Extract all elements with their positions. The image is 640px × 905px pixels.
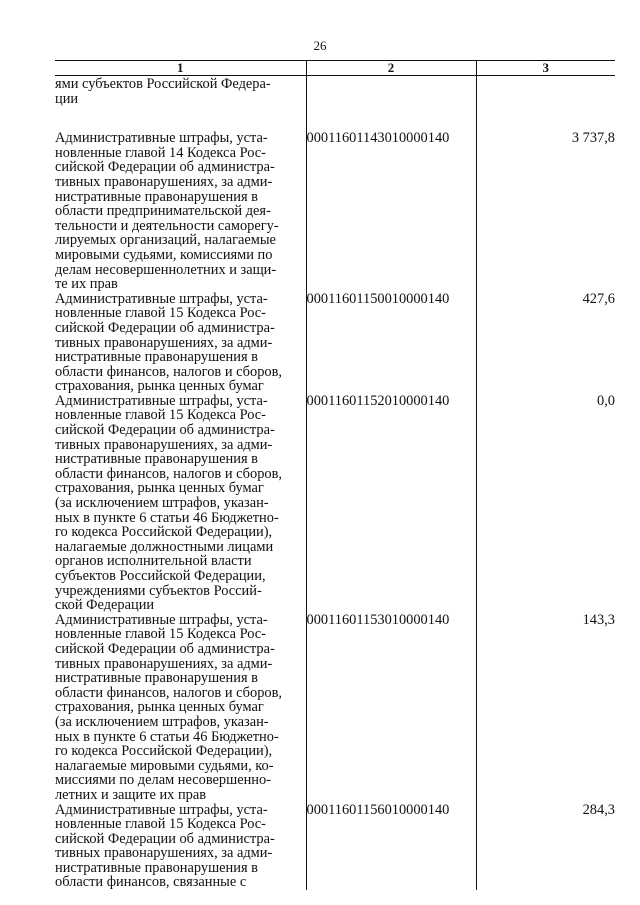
row-code: 00011601143010000140 bbox=[306, 131, 476, 292]
row-description: Административные штрафы, уста- новленные главой 15 Кодекса Рос- сийской Федерации об администра- тивных правонарушениях, за адми- нистративные правонарушения в области финансов, связанные с bbox=[55, 803, 306, 891]
row-code bbox=[306, 76, 476, 132]
row-description: ями субъектов Российской Федера- ции bbox=[55, 76, 306, 132]
row-amount bbox=[476, 76, 615, 132]
row-code: 00011601156010000140 bbox=[306, 803, 476, 891]
column-header-2: 2 bbox=[306, 61, 476, 76]
row-description: Административные штрафы, уста- новленные главой 15 Кодекса Рос- сийской Федерации об администра- тивных правонарушениях, за адми- нистративные правонарушения в области финансов, налогов и сборов, страхования, рынка ценных бумаг (за исключением штрафов, указан- ных в пункте 6 статьи 46 Бюджетно- го кодекса Российской Федерации), налагаемые мировыми судьями, ко- миссиями по делам несовершенно- летних и защите их прав bbox=[55, 613, 306, 803]
row-code: 00011601150010000140 bbox=[306, 292, 476, 394]
row-amount: 143,3 bbox=[476, 613, 615, 803]
table-header-row bbox=[55, 61, 615, 76]
row-description: Административные штрафы, уста- новленные главой 15 Кодекса Рос- сийской Федерации об администра- тивных правонарушениях, за адми- нистративные правонарушения в области финансов, налогов и сборов, страхования, рынка ценных бумаг bbox=[55, 292, 306, 394]
row-description: Административные штрафы, уста- новленные главой 15 Кодекса Рос- сийской Федерации об администра- тивных правонарушениях, за адми- нистративные правонарушения в области финансов, налогов и сборов, страхования, рынка ценных бумаг (за исключением штрафов, указан- ных в пункте 6 статьи 46 Бюджетно- го кодекса Российской Федерации), налагаемые должностными лицами органов исполнительной власти субъектов Российской Федерации, учреждениями субъектов Россий- ской Федерации bbox=[55, 394, 306, 613]
table-row bbox=[55, 394, 615, 613]
page-number: 26 bbox=[313, 38, 327, 53]
table-row bbox=[55, 803, 615, 891]
column-header-1: 1 bbox=[55, 61, 306, 76]
table-row bbox=[55, 613, 615, 803]
row-amount: 284,3 bbox=[476, 803, 615, 891]
row-amount: 427,6 bbox=[476, 292, 615, 394]
row-amount: 3 737,8 bbox=[476, 131, 615, 292]
budget-table bbox=[55, 60, 615, 890]
row-description: Административные штрафы, уста- новленные главой 14 Кодекса Рос- сийской Федерации об администра- тивных правонарушениях, за адми- нистративные правонарушения в области предпринимательской дея- тельности и деятельности саморегу- лируемых организаций, налагаемые мировыми судьями, комиссиями по делам несовершеннолетних и защи- те их прав bbox=[55, 131, 306, 292]
row-code: 00011601152010000140 bbox=[306, 394, 476, 613]
table-row bbox=[55, 292, 615, 394]
row-amount: 0,0 bbox=[476, 394, 615, 613]
table-row bbox=[55, 76, 615, 132]
table-row bbox=[55, 131, 615, 292]
column-header-3: 3 bbox=[476, 61, 615, 76]
row-code: 00011601153010000140 bbox=[306, 613, 476, 803]
